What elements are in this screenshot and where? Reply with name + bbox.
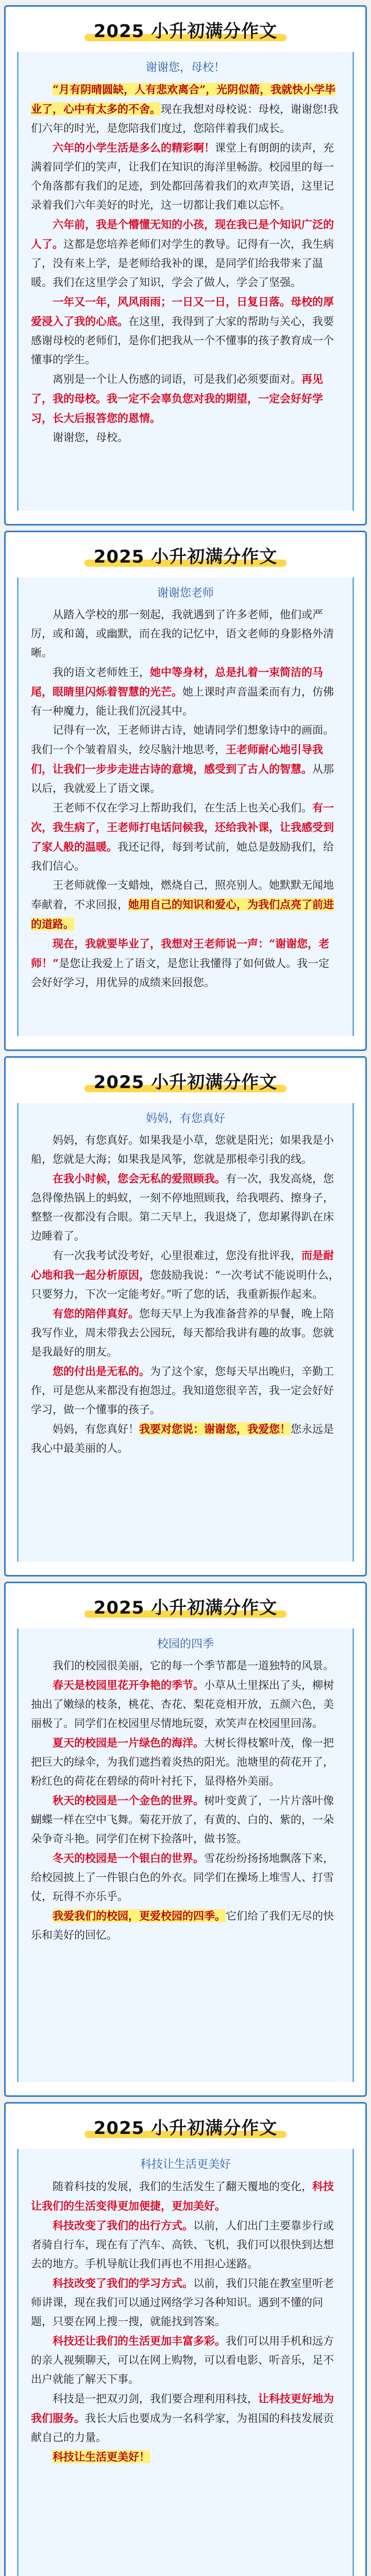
highlighted-text: 冬天的校园是一个银白的世界。 xyxy=(53,1852,204,1865)
highlighted-text: 我爱我们的校园，更爱校园的四季。 xyxy=(53,1909,226,1922)
highlighted-text: 科技还让我们的生活更加丰富多彩。 xyxy=(53,2334,226,2347)
essay-body xyxy=(17,52,354,511)
highlighted-text: 在我小时候，您会无私的爱照顾我。 xyxy=(53,1172,226,1185)
essay-paragraph xyxy=(31,1304,340,1362)
essay-paragraph xyxy=(31,663,340,721)
paragraph-text: 科技是一把双刃剑，我们要合理利用科技， xyxy=(53,2393,258,2405)
paragraph-text: 以前，我们只能在教室里听老师讲课，现在我们可以通过网络学习各种知识。遇到不懂的问题，只要在网上搜一搜，就能找到答案。 xyxy=(31,2277,334,2328)
paragraph-text: 她默默无闻地奉献着，不求回报， xyxy=(31,879,334,911)
highlighted-text: 王老师耐心地引导我们，让我们一步步走进古诗的意境，感受到了古人的智慧。 xyxy=(31,743,323,775)
paragraph-text: 我还记得，每到考试前，她总是鼓励我们，给我们信心。 xyxy=(31,841,334,872)
paragraph-text: 记得有一次，王老师讲古诗，她请同学们想象诗中的画面。我们一个个皱着眉头，绞尽脑汁地思考， xyxy=(31,724,334,756)
highlighted-text: 科技让我们的生活变得更加便捷，更加美好。 xyxy=(31,2180,334,2212)
paragraph-text: 王老师就像一支蜡烛，燃烧自己，照亮别人。 xyxy=(53,879,269,891)
paragraph-text: 从那以后，我就爱上了语文课。 xyxy=(31,763,334,794)
highlighted-text: 科技改变了我们的学习方式。 xyxy=(53,2277,193,2290)
essay-card-2 xyxy=(4,531,367,1051)
paragraph-text: 您鼓励我说：“一次考试不能说明什么，只要努力，下次一定能考好。”听了您的话，我重新振作起来。 xyxy=(31,1269,340,1300)
essay-paragraph xyxy=(31,369,340,428)
essay-paragraph xyxy=(31,2216,340,2274)
essay-paragraph xyxy=(31,934,340,992)
essay-card-1 xyxy=(4,5,367,526)
essay-card-5 xyxy=(4,2102,367,2576)
highlighted-text: 科技让生活更美好！ xyxy=(53,2450,150,2463)
essay-body xyxy=(17,578,354,1036)
highlighted-text: “月有阴晴圆缺，人有悲欢离合”，光阴似箭，我就快小学毕业了，心中有太多的不舍。 xyxy=(31,83,336,115)
essay-paragraph xyxy=(31,1656,340,1675)
highlighted-text: 而是耐心地和我一起分析原因， xyxy=(31,1249,334,1281)
highlighted-text: 有您的陪伴真好。 xyxy=(53,1307,139,1320)
essay-paragraph xyxy=(31,605,340,663)
essay-paragraph xyxy=(31,80,340,138)
paragraph-text: 是您让我爱上了语文，是您让我懂得了如何做人。我一定会好好学习，用优异的成绩来回报您。 xyxy=(31,957,330,989)
essay-paragraph xyxy=(31,138,340,215)
essay-paragraph xyxy=(31,428,340,447)
paragraph-text: 它们给了我们无尽的快乐和美好的回忆。 xyxy=(31,1910,334,1941)
highlighted-text: 春天是校园里花开争艳的季节。 xyxy=(53,1679,204,1691)
essay-paragraph xyxy=(31,1131,340,1169)
essay-title: 2025 小升初满分作文 xyxy=(6,7,365,52)
essay-paragraph xyxy=(31,1675,340,1733)
essay-body xyxy=(17,1629,354,2082)
essay-heading: 科技让生活更美好 xyxy=(140,2158,231,2171)
essay-paragraph xyxy=(31,2447,340,2467)
essay-heading: 妈妈，有您真好 xyxy=(145,1112,225,1125)
highlighted-text: 一年又一年，风风雨雨；一日又一日，日复日落。母校的厚爱浸入了我的心底。 xyxy=(31,295,334,328)
paragraph-text: 谢谢您，母校。 xyxy=(53,431,128,444)
essay-heading: 谢谢您，母校！ xyxy=(145,61,225,74)
paragraph-text: 王老师不仅在学习上帮助我们，在生活上也关心我们。 xyxy=(53,802,312,814)
highlighted-text: 现在，我就要毕业了，我想对王老师说一声：“谢谢您，老师！” xyxy=(31,937,330,970)
essay-paragraph xyxy=(31,721,340,798)
paragraph-text: 课堂上有朗朗的读声，充满着同学们的笑声，让我们在知识的海洋里畅游。校园里的每一个角落都有我们的足迹，到处都回荡着我们的欢声笑语，这里记录着我们六年美好的时光，这一切都让我们难以忘怀。 xyxy=(31,142,334,211)
paragraph-text: 有一次，我发高烧，您急得像热锅上的蚂蚁，一刻不停地照顾我，给我喂药、擦身子，整整一夜都没有合眼。第二天早上，我退烧了，您却累得趴在床边睡着了。 xyxy=(31,1173,334,1242)
essay-title: 2025 小升初满分作文 xyxy=(6,2104,365,2149)
essay-paragraph xyxy=(31,1791,340,1849)
paragraph-text: 从踏入学校的那一刻起，我就遇到了许多老师，他们或严厉，或和蔼，或幽默，而在我的记忆中，语文老师的身影格外清晰。 xyxy=(31,608,334,659)
essay-paragraph xyxy=(31,876,340,934)
essay-paragraph xyxy=(31,2274,340,2331)
paragraph-text: 现在我想对母校说：母校，谢谢您!我们六年的时光，是您陪我们度过，您陪伴着我们成长。 xyxy=(31,103,339,134)
paragraph-text: 大树长得枝繁叶茂，像一把把巨大的绿伞，为我们遮挡着炎热的阳光。池塘里的荷花开了，粉红色的荷花在碧绿的荷叶衬托下，显得格外美丽。 xyxy=(31,1737,334,1787)
highlighted-text: 科技改变了我们的出行方式。 xyxy=(53,2219,193,2232)
paragraph-text: 雪花纷纷扬扬地飘落下来，给校园披上了一件银白色的外衣。同学们在操场上堆雪人、打雪仗，玩得不亦乐乎。 xyxy=(31,1852,334,1903)
paragraph-text: 离别是一个让人伤感的词语，可是我们必须要面对。 xyxy=(53,373,301,385)
essay-card-3 xyxy=(4,1056,367,1577)
essay-paragraph xyxy=(31,1733,340,1791)
highlighted-text: 夏天的校园是一片绿色的海洋。 xyxy=(53,1736,204,1749)
highlighted-text: 秋天的校园是一个金色的世界。 xyxy=(53,1794,204,1807)
paragraph-text: 我的语文老师姓王， xyxy=(53,666,150,679)
highlighted-text: 您的付出是无私的。 xyxy=(53,1365,150,1378)
highlighted-text: 她中等身材，总是扎着一束简洁的马尾，眼睛里闪烁着智慧的光芒。 xyxy=(31,666,323,698)
paragraph-text: 树叶变黄了，一片片落叶像蝴蝶一样在空中飞舞。菊花开放了，有黄的、白的、紫的，一朵朵争奇斗艳。同学们在树下捡落叶，做书签。 xyxy=(31,1794,334,1845)
essay-paragraph xyxy=(31,2389,340,2447)
paragraph-text: 她上课时声音温柔而有力，仿佛有一种魔力，能让我们沉浸其中。 xyxy=(31,686,334,717)
essay-paragraph xyxy=(31,1246,340,1304)
essay-paragraph xyxy=(31,798,340,876)
essay-paragraph xyxy=(31,2177,340,2216)
highlighted-text: 六年前，我是个懵懂无知的小孩，现在我已是个知识广泛的人了。 xyxy=(31,218,334,250)
essay-card-4 xyxy=(4,1582,367,2097)
highlighted-text: 有一次，我生病了，王老师打电话问候我，还给我补课，让我感受到了家人般的温暖。 xyxy=(31,801,334,853)
paragraph-text: 为了这个家，您每天早出晚归，辛勤工作，可是您从来都没有抱怨过。我知道您很辛苦，我一定会好好学习，做一个懂事的孩子。 xyxy=(31,1365,334,1416)
highlighted-text: 她用自己的知识和爱心，为我们点亮了前进的道路。 xyxy=(31,898,334,930)
paragraph-text: 您永远是我心中最美丽的人。 xyxy=(31,1423,334,1454)
paragraph-text: 妈妈，有您真好！ xyxy=(53,1423,139,1435)
essay-paragraph xyxy=(31,1849,340,1906)
essay-title: 2025 小升初满分作文 xyxy=(6,1058,365,1103)
paragraph-text: 您每天早上为我准备营养的早餐，晚上陪我写作业，周末带我去公园玩，每天都给我讲有趣的故事。您就是我最好的朋友。 xyxy=(31,1308,334,1358)
paragraph-text: 我们可以用手机和远方的亲人视频聊天，可以在网上购物，可以看电影、听音乐，足不出户就能了解天下事。 xyxy=(31,2335,334,2385)
highlighted-text: 让科技更好地为我们服务。 xyxy=(31,2392,334,2425)
essay-paragraph xyxy=(31,1169,340,1246)
essay-paragraph xyxy=(31,1419,340,1458)
essay-paragraph xyxy=(31,1362,340,1419)
essay-heading: 校园的四季 xyxy=(157,1638,214,1651)
essay-body xyxy=(17,1103,354,1562)
essay-body xyxy=(17,2149,354,2576)
paragraph-text: 妈妈，有您真好。如果我是小草，您就是阳光；如果我是小船，您就是大海；如果我是风筝，您就是那根牵引我的线。 xyxy=(31,1134,334,1165)
highlighted-text: 我要对您说：谢谢您，我爱您！ xyxy=(139,1422,291,1435)
paragraph-text: 我长大后也要成为一名科学家，为祖国的科技发展贡献自己的力量。 xyxy=(31,2412,334,2444)
paragraph-text: 小草从土里探出了头，柳树抽出了嫩绿的枝条，桃花、杏花、梨花竞相开放，五颜六色，美丽极了。同学们在校园里尽情地玩耍，欢笑声在校园里回荡。 xyxy=(31,1679,334,1730)
paragraph-text: 我们的校园很美丽，它的每一个季节都是一道独特的风景。 xyxy=(53,1659,334,1672)
essay-paragraph xyxy=(31,292,340,369)
paragraph-text: 以前，人们出门主要靠步行或者骑自行车，现在有了汽车、高铁、飞机，我们可以很快到达想去的地方。手机导航让我们再也不用担心迷路。 xyxy=(31,2219,334,2270)
essay-paragraph xyxy=(31,1906,340,1945)
essay-paragraph xyxy=(31,215,340,292)
essay-title: 2025 小升初满分作文 xyxy=(6,532,365,578)
essay-title: 2025 小升初满分作文 xyxy=(6,1583,365,1629)
paragraph-text: 随着科技的发展，我们的生活发生了翻天覆地的变化， xyxy=(53,2180,312,2193)
essay-heading: 谢谢您老师 xyxy=(157,587,214,600)
highlighted-text: 六年的小学生活是多么的精彩啊！ xyxy=(53,141,215,154)
paragraph-text: 有一次我考试没考好，心里很难过，您没有批评我， xyxy=(53,1249,301,1262)
paragraph-text: 这都是您培养老师们对学生的教导。记得有一次，我生病了，没有来上学，是老师给我补的课，是同学们给我带来了温暖。我们在这里学会了知识，学会了做人，学会了坚强。 xyxy=(31,238,334,289)
essay-paragraph xyxy=(31,2331,340,2389)
paragraph-text: 在这里，我得到了大家的帮助与关心，我要感谢母校的老师们，是你们把我从一个不懂事的孩子教育成一个懂事的学生。 xyxy=(31,315,334,366)
highlighted-text: 再见了，我的母校。我一定不会辜负您对我的期望，一定会好好学习，长大后报答您的恩情。 xyxy=(31,372,323,425)
